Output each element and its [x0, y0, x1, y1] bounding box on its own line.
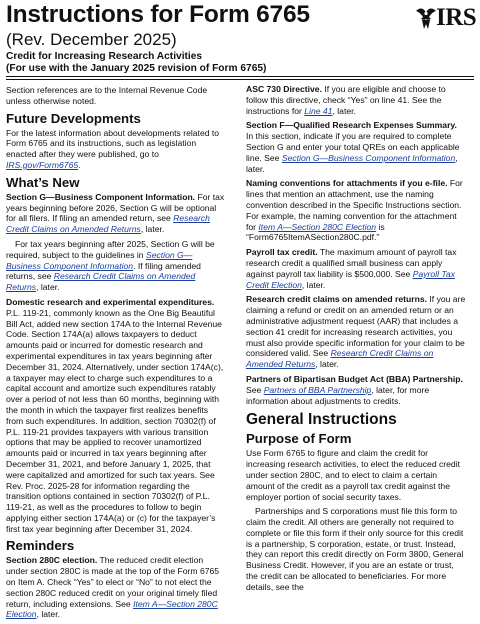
asc730-paragraph: ASC 730 Directive. If you are eligible and choose to follow this directive, check “Yes” on line 41. See the instructions for Line 41, later.: [246, 84, 446, 116]
purpose-of-form-heading: Purpose of Form: [246, 431, 352, 447]
form-subtitle: Credit for Increasing Research Activities: [6, 51, 203, 62]
section-g-paragraph: Section G—Business Component Information. For tax years beginning before 2026, Section G will be optional for all filers. If filing an amended return, see Research Credit Claims on Amended Returns, later.: [6, 191, 225, 235]
payroll-tax-paragraph: Payroll tax credit. The maximum amount of payroll tax research credit a qualified small business can apply against payroll tax liability is $500,000. See Payroll Tax Credit Election, later.: [246, 247, 457, 290]
whats-new-heading: What’s New: [6, 174, 80, 190]
revision-date: (Rev. December 2025): [6, 30, 177, 49]
amended-returns-link-right[interactable]: Research Credit Claims on Amended Returns: [246, 348, 434, 370]
general-instructions-heading: General Instructions: [246, 411, 397, 429]
reminders-heading: Reminders: [6, 538, 75, 554]
bba-partners-paragraph: Partners of Bipartisan Budget Act (BBA) Partnership. See Partners of BBA Partnership, later, for more information about adjustments to credits.: [246, 373, 463, 406]
item-a-link-right[interactable]: Item A—Section 280C Election: [258, 221, 377, 232]
left-column: [6, 85, 226, 624]
future-developments-heading: Future Developments: [6, 110, 141, 126]
item-a-link[interactable]: Item A—Section 280C Election: [6, 598, 218, 620]
section-g-link[interactable]: Section G—Business Component Information: [6, 249, 193, 271]
intro-paragraph: Section references are to the Internal Revenue Code unless otherwise noted.: [6, 85, 208, 106]
page-title: Instructions for Form 6765: [6, 1, 310, 28]
section-g-link-right[interactable]: Section G—Business Component Information: [281, 152, 456, 163]
amended-returns-link-2[interactable]: Research Credit Claims on Amended Returns: [6, 271, 196, 293]
bba-partnership-link[interactable]: Partners of BBA Partnership: [263, 384, 372, 395]
after-2025-paragraph: For tax years beginning after 2025, Section G will be required, subject to the guidelines in Section G—Business Component Information. If filing amended returns, see Research Credit Claims on Amended Returns, later.: [6, 238, 215, 293]
form-subtitle-use: (For use with the January 2025 revision of Form 6765): [6, 62, 267, 74]
irs-wordmark: IRS: [436, 4, 477, 31]
amended-claims-paragraph: Research credit claims on amended returns. If you are claiming a refund or credit on an amended return or an administrative adjustment request (AAR) that includes a section 41 credit for increasing research activities, you must also provide specific information for your claim to be considered valid. See Research Credit Claims on Amended Returns, later.: [246, 294, 466, 370]
partnerships-paragraph: Partnerships and S corporations must file this form to claim the credit. All others are generally not required to complete or file this form if their only source for this credit is a partnership, S corporation, estate, or trust. Instead, they can report this credit directly on Form 3800, General Business Credit. However, if you are an estate or trust, the credit can be allocated to beneficiaries. For more details, see the: [246, 506, 464, 592]
header-rule: [6, 76, 474, 77]
irs-logo: [414, 4, 476, 32]
irs-form6765-link[interactable]: IRS.gov/Form6765: [6, 159, 79, 170]
right-column: [246, 84, 466, 597]
irs-eagle-icon: [414, 5, 438, 31]
future-developments-paragraph: For the latest information about developments related to Form 6765 and its instructions, such as legislation enacted after they were published, go to IRS.gov/Form6765.: [6, 127, 220, 170]
header-rule-thin: [6, 79, 474, 80]
purpose-paragraph: Use Form 6765 to figure and claim the credit for increasing research activities, to elect the reduced credit under section 280C, and to elect to claim a certain amount of the credit as a payroll tax credit against the employer portion of social security taxes.: [246, 448, 460, 502]
line-41-link[interactable]: Line 41: [304, 105, 333, 116]
naming-conventions-paragraph: Naming conventions for attachments if you e-file. For lines that mention an attachment, use the naming convention described in the Specific Instructions section. For example, the naming convention for the attachment for Item A—Section 280C Election is “Form6765ItemASection280C.pdf.”: [246, 178, 463, 243]
section-280c-paragraph: Section 280C election. The reduced credit election under section 280C is made at the top of the Form 6765 on Item A. Check “Yes” to elect or “No” to not elect the section 280C reduced credit on your original timely filed return, including extensions. See Item A—Section 280C Election, later.: [6, 555, 220, 620]
section-f-paragraph: Section F—Qualified Research Expenses Summary. In this section, indicate if you are required to complete Section G and enter your total QREs on each applicable line. See Section G—Business Component Information, later.: [246, 120, 460, 174]
payroll-election-link[interactable]: Payroll Tax Credit Election: [246, 268, 455, 290]
domestic-research-paragraph: Domestic research and experimental expenditures. P.L. 119-21, commonly known as the One Big Beautiful Bill Act, added new section 174A to the Internal Revenue Code. Section 174A(a) allows taxpayers to deduct amounts paid or incurred for domestic research and experimental expenditures in tax years beginning after December 31, 2024. Alternatively, under section 174A(c), a taxpayer may elect to charge such expenditures to a capital account and amortize such expenditures ratably over a period of not less than 60 months, beginning with the month in which the taxpayer first realizes benefits from such expenditures. In addition, section 70302(f) of P.L. 119-21 provides taxpayers with various transition options that may be applied to recover unamortized amounts paid or incurred in tax years beginning after December 31, 2021, and before January 1, 2025, that were capitalized and amortized for such tax years. See Rev. Proc. 2025-28 for information regarding the transition options contained in section 70302(f) of P.L. 119-21, as well as the procedures to follow to begin applying either section 174A(a) or (c) for the taxpayer’s first tax year beginning after December 31, 2024.: [6, 296, 224, 534]
amended-returns-link[interactable]: Research Credit Claims on Amended Returns: [6, 213, 210, 235]
